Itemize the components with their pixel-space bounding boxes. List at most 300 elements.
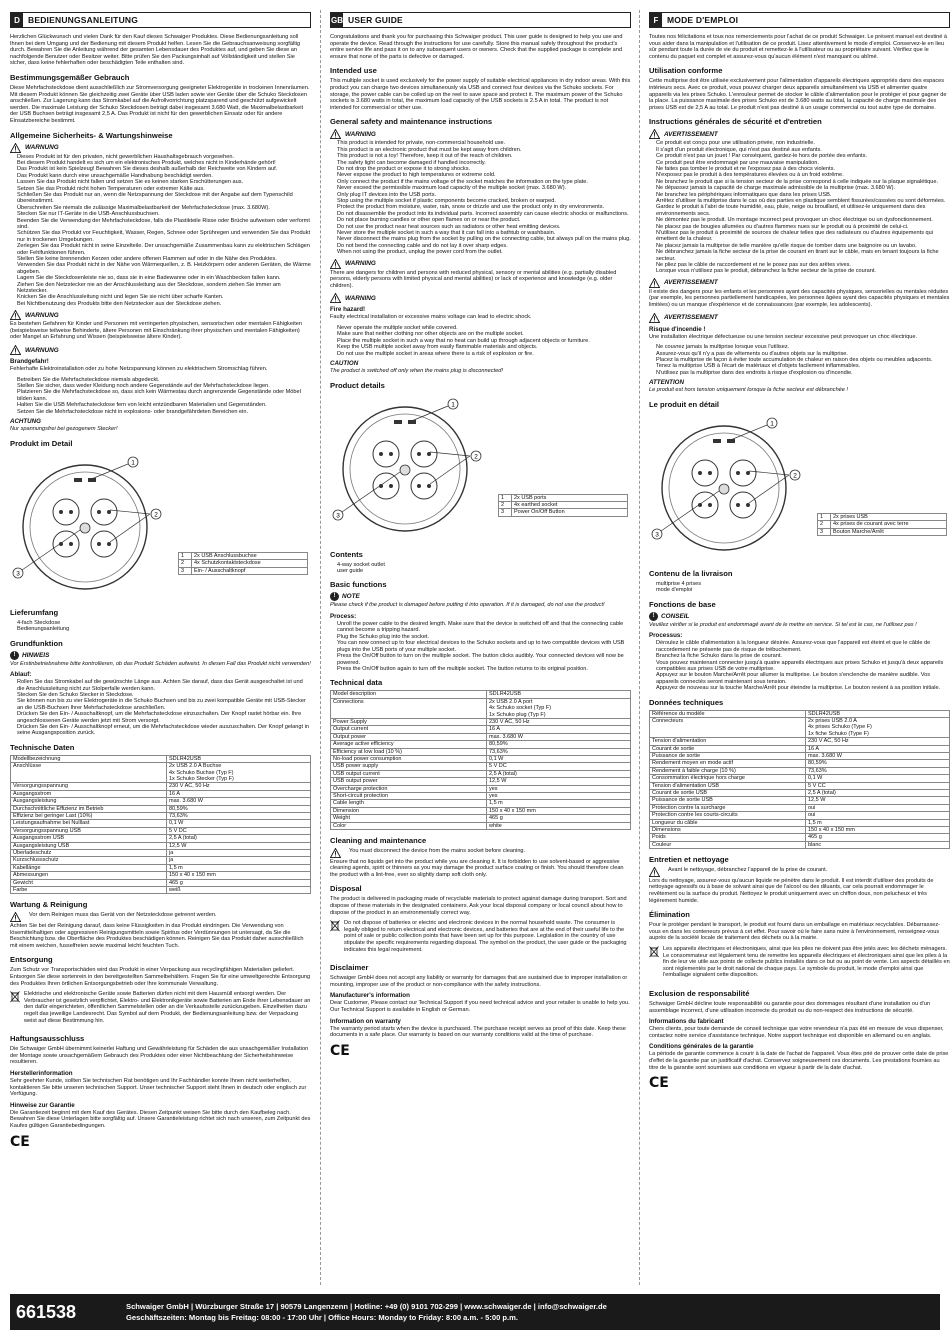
- socket-illustration: [330, 394, 630, 544]
- process-heading: Processus:: [649, 632, 683, 640]
- table-value-cell: Bouton Marche/Arrêt: [831, 528, 947, 535]
- table-row: [650, 738, 950, 745]
- table-row: [650, 760, 950, 767]
- list-item: • Schließen Sie das Produkt nur an, wenn die Netzspannung der Steckdose mit der Angabe auf dem Typenschild übereinstimmt.: [17, 192, 311, 205]
- table-row: [650, 834, 950, 841]
- list-item: • Il s'agit d'un produit électronique, qui n'est pas destiné aux enfants.: [656, 147, 950, 153]
- table-row: [11, 864, 311, 871]
- manual-title: USER GUIDE: [348, 15, 403, 25]
- fire-list: [330, 325, 631, 357]
- table-key-cell: Anschlüsse: [11, 763, 167, 783]
- table-key-cell: Abmessungen: [11, 872, 167, 879]
- list-item: • Überschreiten Sie niemals die zulässige Maximalbelastbarkeit der Mehrfachsteckdose (max. 3.680W).: [17, 205, 311, 211]
- caution-heading: CAUTION: [330, 360, 359, 368]
- table-value-cell: ja: [167, 857, 311, 864]
- intended-use-heading: Utilisation conforme: [649, 66, 723, 76]
- list-item: • Stecken Sie nur IT-Geräte in die USB-Anschlussbuchsen.: [17, 211, 311, 217]
- table-value-cell: 2x prises USB 2.0 A 4x prises Schuko (Type F) 1x fiche Schuko (Type F): [806, 717, 950, 737]
- table-key-cell: 2: [818, 521, 831, 528]
- table-key-cell: Référence du modèle: [650, 710, 806, 717]
- table-value-cell: 4x Schutzkontaktsteckdose: [192, 560, 308, 567]
- table-value-cell: 2x USB ports: [512, 494, 628, 501]
- list-item: • Ne placez jamais la multiprise de telle manière qu'elle risque de tomber dans une baignoire ou un lavabo.: [656, 243, 950, 249]
- table-value-cell: 80,59%: [487, 741, 631, 748]
- basic-functions-heading: Fonctions de base: [649, 599, 716, 609]
- table-row: [331, 800, 631, 807]
- disclaimer-heading: Exclusion de responsabilité: [649, 988, 750, 998]
- table-row: [650, 775, 950, 782]
- warning-icon: [10, 345, 21, 355]
- table-value-cell: 16 A: [806, 745, 950, 752]
- table-key-cell: Efficiency at low load (10 %): [331, 748, 487, 755]
- table-key-cell: USB power supply: [331, 763, 487, 770]
- list-item: • Lorsque vous n'utilisez pas le produit, débranchez la fiche secteur de la prise de courant.: [656, 268, 950, 274]
- table-row: [331, 733, 631, 740]
- fire-hazard-text: Faulty electrical installation or excessive mains voltage can lead to electric shock.: [330, 314, 532, 321]
- warranty-heading: Information on warranty: [330, 1017, 401, 1025]
- list-item: • Vous pouvez maintenant connecter jusqu'à quatre appareils électriques aux prises Schuko et jusqu'à deux appareils compatibles aux prises USB de votre multiprise.: [656, 660, 950, 673]
- table-value-cell: 5 V DC: [167, 827, 311, 834]
- table-value-cell: 230 V AC, 50 Hz: [487, 718, 631, 725]
- list-item: • Ne branchez les périphériques informatiques que dans les prises USB.: [656, 192, 950, 198]
- table-key-cell: Model description: [331, 691, 487, 698]
- list-item: • The safety light can become damaged if handled incorrectly.: [337, 160, 631, 166]
- list-item: • user guide: [337, 568, 631, 574]
- list-item: • Never store the multiple socket in such a way that it can fall into a bathtub or washbasin.: [337, 230, 631, 236]
- table-row: [331, 718, 631, 725]
- table-value-cell: 465 g: [487, 815, 631, 822]
- table-key-cell: 2: [179, 560, 192, 567]
- section-header: [10, 12, 311, 28]
- list-item: • Do not place burning candles or other open flames on or near the product.: [337, 217, 631, 223]
- list-item: • Schützen Sie das Produkt vor Feuchtigkeit, Wasser, Regen, Schnee oder Sprühregen und verwenden Sie das Produkt nur in trockenen Umgebungen.: [17, 230, 311, 243]
- table-key-cell: Puissance de sortie USB: [650, 797, 806, 804]
- warning-label: WARNUNG: [10, 310, 311, 320]
- technical-data-heading: Technische Daten: [10, 742, 75, 752]
- table-key-cell: Protection contre les courts-circuits: [650, 812, 806, 819]
- table-value-cell: 80,59%: [167, 805, 311, 812]
- table-key-cell: Weight: [331, 815, 487, 822]
- table-value-cell: 0,1 W: [487, 755, 631, 762]
- table-key-cell: Overcharge protection: [331, 785, 487, 792]
- callout-1: 1: [770, 420, 774, 428]
- list-item: • Branchez la fiche Schuko dans la prise de courant.: [656, 653, 950, 659]
- list-item: • Betreiben Sie die Mehrfachsteckdose niemals abgedeckt.: [17, 377, 311, 383]
- list-item: • multiprise 4 prises: [656, 581, 950, 587]
- list-item: • Ziehen Sie den Netzstecker nie an der Anschlussleitung aus der Steckdose, sondern ziehen Sie immer am Netzstecker.: [17, 282, 311, 295]
- table-row: [331, 755, 631, 762]
- table-value-cell: SDLR42USB: [806, 710, 950, 717]
- product-diagram: [10, 452, 311, 602]
- table-key-cell: Modellbezeichnung: [11, 755, 167, 762]
- table-key-cell: Ausgangsstrom USB: [11, 835, 167, 842]
- legend-table: [178, 552, 308, 575]
- list-item: • Bei Nichtbenutzung des Produkts bitte den Netzstecker aus der Steckdose ziehen.: [17, 301, 311, 307]
- list-item: • Place the multiple socket in such a way that no heat can build up through adjacent objects or furniture.: [337, 338, 631, 344]
- table-value-cell: 150 x 40 x 150 mm: [487, 807, 631, 814]
- safety-heading: Allgemeine Sicherheits- & Wartungshinweise: [10, 130, 173, 140]
- table-key-cell: Dimension: [331, 807, 487, 814]
- table-key-cell: Tension d'alimentation: [650, 738, 806, 745]
- crossed-bin-icon: [330, 920, 340, 932]
- warning-icon: [649, 867, 660, 877]
- table-key-cell: Puissance de sortie: [650, 752, 806, 759]
- list-item: • Do not drop the product or expose it to strong shocks.: [337, 166, 631, 172]
- table-key-cell: Versorgungsspannung: [11, 783, 167, 790]
- list-item: • Gardez le produit à l'abri de toute humidité, eau, pluie, neige ou brouillard, et utilisez-le uniquement dans des environnements secs.: [656, 204, 950, 217]
- basic-functions-heading: Basic functions: [330, 580, 387, 590]
- table-key-cell: Protection contre la surcharge: [650, 804, 806, 811]
- intro-text: Toutes nos félicitations et tous nos remerciements pour l'achat de ce produit Schwaiger. Le présent manuel est destiné à vous aider dans la manipulation et l'utilisation de ce produit. Lisez attentivement le mode d'emploi. Conservez-le en lieu sûr pendant toute la durée de vie du produit et remettez-le à l'utilisateur ou au propriétaire suivant. Vérifiez que le contenu du paquet est complet et assurez-vous qu'aucun élément n'est manquant ou abîmé.: [649, 34, 948, 60]
- table-key-cell: Ausgangsleistung USB: [11, 842, 167, 849]
- safety-list: [10, 154, 311, 308]
- weee-text: Elektrische und elektronische Geräte sowie Batterien dürfen nicht mit dem Hausmüll entsorgt werden. Der Verbraucher ist gesetzlich verpflichtet, Elektro- und Elektronikgeräte sowie Batterien am Ende ihrer Lebensdauer an den dafür eingerichteten, öffentlichen Sammelstellen oder an die Verkaufsstelle zurückzugeben. Einzelheiten dazu regelt das jeweilige Landesrecht. Das Symbol auf dem Produkt, der Bedienungsanleitung bzw. der Verpackung weist auf diese Bestimmung hin.: [24, 991, 311, 1024]
- table-row: [650, 767, 950, 774]
- crossed-bin-icon: [649, 946, 659, 958]
- table-value-cell: 2,5 A (total): [487, 770, 631, 777]
- info-icon: !: [649, 612, 658, 621]
- table-key-cell: Versorgungsspannung USB: [11, 827, 167, 834]
- warranty-text: The warranty period starts when the device is purchased. The purchase receipt serves as proof of this date. Keep these documents in a safe place. Our warranty is based on our warranty conditions valid at the time of purchase.: [330, 1025, 626, 1039]
- column-de: [10, 12, 311, 1282]
- contents-heading: Contents: [330, 549, 363, 559]
- callout-2: 2: [793, 472, 797, 480]
- table-row: [179, 560, 308, 567]
- process-heading: Ablauf:: [10, 671, 32, 679]
- table-value-cell: 2x USB 2.0 A port 4x Schuko socket (Typ F) 1x Schuko plug (Typ F): [487, 698, 631, 718]
- list-item: • Appuyez sur le bouton Marche/Arrêt pour allumer la multiprise. Le bouton s'enclenche de manière audible. Vos appareils connectés seront maintenant sous tension.: [656, 672, 950, 685]
- table-key-cell: Rendement à faible charge (10 %): [650, 767, 806, 774]
- list-item: • 4-way socket outlet: [337, 562, 631, 568]
- socket-illustration: [10, 452, 310, 602]
- list-item: • N'utilisez pas la multiprise dans des endroits à risque d'explosion ou d'incendie.: [656, 370, 950, 376]
- manual-title: BEDIENUNGSANLEITUNG: [28, 15, 139, 25]
- caution-text: The product is switched off only when the mains plug is disconnected!: [330, 368, 503, 375]
- list-item: • Never exceed the permissible maximum load capacity of the multiple socket (max. 3.680 W).: [337, 185, 631, 191]
- table-row: [499, 494, 628, 501]
- table-row: [331, 763, 631, 770]
- table-value-cell: 4x prises de courant avec terre: [831, 521, 947, 528]
- list-item: • Appuyez de nouveau sur la touche Marche/Arrêt pour éteindre la multiprise. Le bouton revient à sa position initiale.: [656, 685, 950, 691]
- table-key-cell: Leistungsaufnahme bei Nulllast: [11, 820, 167, 827]
- manual-title: MODE D'EMPLOI: [667, 15, 739, 25]
- list-item: • Das Produkt kann durch eine unsachgemäße Handhabung beschädigt werden.: [17, 173, 311, 179]
- safety-heading: General safety and maintenance instructions: [330, 117, 493, 127]
- list-item: • Do not use the product near heat sources such as radiators or other heat emitting devices.: [337, 224, 631, 230]
- table-row: [650, 804, 950, 811]
- table-key-cell: 1: [818, 513, 831, 520]
- manufacturer-heading: Informations du fabricant: [649, 1018, 724, 1026]
- table-value-cell: 1,5 m: [167, 864, 311, 871]
- table-value-cell: 73,63%: [487, 748, 631, 755]
- table-row: [331, 770, 631, 777]
- table-value-cell: 230 V AC, 50 Hz: [806, 738, 950, 745]
- ce-mark: CE: [330, 1042, 350, 1059]
- warning-icon: [330, 129, 341, 139]
- fire-list: [649, 344, 950, 376]
- table-key-cell: Farbe: [11, 887, 167, 894]
- warning-icon: [330, 848, 341, 858]
- table-row: [650, 790, 950, 797]
- list-item: • Ne branchez le produit que si la tension secteur de la prise correspond à celle indiquée sur la plaque signalétique.: [656, 179, 950, 185]
- disclaimer-heading: Haftungsausschluss: [10, 1034, 85, 1044]
- table-key-cell: Courant de sortie: [650, 745, 806, 752]
- table-value-cell: 4x earthed socket: [512, 502, 628, 509]
- list-item: • Ce produit n'est pas un jouet ! Par conséquent, gardez-le hors de portée des enfants.: [656, 153, 950, 159]
- list-item: • Setzen Sie die Mehrfachsteckdose nicht in explosions- oder brandgefährdeten Bereichen ein.: [17, 409, 311, 415]
- list-item: • Never disconnect the mains plug from the socket by pulling on the connecting cable, but always pull on the mains plug.: [337, 236, 631, 242]
- table-key-cell: Dimensions: [650, 827, 806, 834]
- cleaning-heading: Entretien et nettoyage: [649, 855, 729, 865]
- warning-icon: [649, 313, 660, 323]
- safety-list: [649, 140, 950, 275]
- disclaimer-text: Schwaiger GmbH décline toute responsabilité ou garantie pour des dommages résultant d'une installation ou d'un assemblage incorrect, d'une utilisation incorrecte du produit ou du non-respect des instructions de sécurité.: [649, 1000, 931, 1014]
- table-row: [179, 567, 308, 574]
- list-item: • Arrêtez d'utiliser la multiprise dans le cas où des parties en plastique semblent fissurées/cassées ou sont déformées.: [656, 198, 950, 204]
- callout-2: 2: [474, 452, 478, 460]
- cleaning-warning: Avant le nettoyage, débranchez l'appareil de la prise de courant.: [668, 867, 828, 874]
- contents-heading: Contenu de la livraison: [649, 568, 733, 578]
- callout-3: 3: [655, 531, 659, 539]
- product-detail-heading: Product details: [330, 380, 385, 390]
- list-item: • Halten Sie die USB Mehrfachsteckdose fern von leicht entzündbaren Materialien und Gegenständen.: [17, 402, 311, 408]
- table-row: [11, 887, 311, 894]
- table-row: [11, 805, 311, 812]
- disclaimer-text: Schwaiger GmbH does not accept any liability or warranty for damages that are sustained due to improper installation or mounting, improper use of the product or non-compliance with the safety instructions.: [330, 975, 628, 988]
- legend-table: [498, 494, 628, 517]
- list-item: • Ne placez pas de bougies allumées ou d'autres flammes nues sur le produit ou à proximité de celui-ci.: [656, 224, 950, 230]
- section-header: [649, 12, 950, 28]
- table-key-cell: Consommation électrique hors charge: [650, 775, 806, 782]
- language-code: D: [11, 13, 23, 27]
- table-row: [650, 717, 950, 737]
- list-item: • This product is intended for private, non-commercial household use.: [337, 140, 631, 146]
- intended-use-text: Diese Mehrfachsteckdose dient ausschließlich zur Stromversorgung geeigneter Elektrogeräte in trockenen Innenräumen. Mit diesem Produkt können Sie gleichzeitig zwei Geräte über USB laden sowie vier Geräte über die Schuko Steckdosen anschließen. Zur Lagerung kann das Stromkabel auf die Aufrollvorrichtung platzsparend und geschützt aufgewickelt werden. Die maximale Leistung der Schuko Steckdosen beträgt dabei insgesamt 3.680 Watt, die Maximalbelastbarkeit der USB Buchsen beträgt insgesamt 2,5 A. Das Produkt ist nicht für den gewerblichen Einsatz oder für andere Einsatzbereiche bestimmt.: [10, 84, 310, 124]
- note-text: Vor Erstinbetriebnahme bitte kontrollieren, ob das Produkt Schäden aufweist. In diesen Fall das Produkt nicht verwenden!: [10, 660, 311, 667]
- list-item: • Lagern Sie die Steckdosenleiste nie so, dass sie in eine Badewanne oder in ein Waschbecken fallen kann.: [17, 275, 311, 281]
- table-row: [331, 822, 631, 829]
- caution-text: Nur spannungsfrei bei gezogenem Stecker!: [10, 426, 118, 433]
- table-value-cell: 0,1 W: [167, 820, 311, 827]
- intended-use-heading: Intended use: [330, 66, 377, 76]
- technical-data-table: [330, 690, 631, 830]
- table-value-cell: blanc: [806, 841, 950, 848]
- table-row: [650, 782, 950, 789]
- table-value-cell: 12,5 W: [167, 842, 311, 849]
- intended-use-text: This multiple socket is used exclusively for the power supply of suitable electrical appliances in dry indoor areas. With this product you can charge two devices simultaneously via USB and connect four devices via the Schuko sockets. For storage, the power cable can be coiled up on the reel to save space and protect it. The maximum power of the Schuko sockets is 3.680 watts in total, the maximum load capacity of the USB sockets is 2.5 A in total. The product is not intended for commercial or other use.: [330, 78, 631, 111]
- table-value-cell: ja: [167, 850, 311, 857]
- table-value-cell: Power On/Off Button: [512, 509, 628, 516]
- table-value-cell: 12,5 W: [487, 778, 631, 785]
- table-value-cell: 73,63%: [806, 767, 950, 774]
- table-value-cell: 2,5 A (total): [806, 790, 950, 797]
- cleaning-heading: Wartung & Reinigung: [10, 900, 88, 910]
- table-key-cell: Poids: [650, 834, 806, 841]
- table-value-cell: max. 3.680 W: [167, 798, 311, 805]
- product-diagram: [330, 394, 631, 544]
- cleaning-text: Lors du nettoyage, assurez-vous qu'aucun liquide ne pénètre dans le produit. Il est interdit d'utiliser des produits de nettoyage agressifs ou à base de solvant ainsi que de l'alcool ou des diluants, car cela pourrait endommager le revêtement ou la surface du produit. Nettoyez le produit uniquement avec un chiffon doux, non pelucheux et très légèrement humide.: [649, 877, 934, 904]
- table-value-cell: 80,59%: [806, 760, 950, 767]
- table-row: [11, 850, 311, 857]
- table-key-cell: Average active efficiency: [331, 741, 487, 748]
- table-row: [818, 513, 947, 520]
- safety-list: [330, 140, 631, 255]
- caution-text: Le produit est hors tension uniquement lorsque la fiche secteur est débranchée !: [649, 387, 849, 394]
- table-key-cell: 3: [499, 509, 512, 516]
- warning-icon: [10, 143, 21, 153]
- table-row: [11, 763, 311, 783]
- contents-list: [10, 620, 311, 633]
- info-icon: !: [10, 651, 19, 660]
- list-item: • Zerlegen Sie das Produkt nicht in seine Einzelteile. Der unsachgemäße Zusammenbau kann zu elektrischen Schlägen oder Fehlfunktionen führen.: [17, 243, 311, 256]
- table-row: [818, 521, 947, 528]
- table-value-cell: max. 3.680 W: [487, 733, 631, 740]
- table-row: [650, 819, 950, 826]
- manufacturer-heading: Manufacturer's information: [330, 992, 410, 1000]
- legend-table: [817, 513, 947, 536]
- table-row: [331, 698, 631, 718]
- table-row: [650, 841, 950, 848]
- note-label: ! HINWEIS: [10, 651, 311, 660]
- crossed-bin-icon: [10, 991, 20, 1003]
- warranty-text: Die Garantiezeit beginnt mit dem Kauf des Gerätes. Diesen Zeitpunkt weisen Sie bitte durch den Kaufbeleg nach. Bewahren Sie diese Unterlagen bitte sorgfältig auf. Unsere Garantieleistung richtet sich nach unseren, zum Zeitpunkt des Kaufes gültigen Garantiebedingungen.: [10, 1109, 311, 1129]
- cleaning-warning: You must disconnect the device from the mains socket before cleaning.: [349, 848, 526, 855]
- table-row: [650, 710, 950, 717]
- list-item: • Ne faites pas tomber le produit et ne l'exposez pas à des chocs violents.: [656, 166, 950, 172]
- table-row: [331, 807, 631, 814]
- table-value-cell: 2x USB Anschlussbuchse: [192, 552, 308, 559]
- disclaimer-text: Die Schwaiger GmbH übernimmt keinerlei Haftung und Gewährleistung für Schäden die aus unsachgemäßer Installation der Montage sowie unsachgemäßem Gebrauch des Produktes oder einer Nichtbeachtung der Sicherheitshinweise resultieren.: [10, 1046, 309, 1066]
- table-row: [331, 815, 631, 822]
- list-item: • Make sure that neither clothing nor other objects are on the multiple socket.: [337, 331, 631, 337]
- table-value-cell: yes: [487, 785, 631, 792]
- list-item: • Ne pliez pas le câble de raccordement et ne le posez pas sur des arêtes vives.: [656, 262, 950, 268]
- table-value-cell: Ein- / Ausschaltknopf: [192, 567, 308, 574]
- warning-label: WARNUNG: [10, 143, 311, 153]
- manufacturer-heading: Herstellerinformation: [10, 1069, 73, 1077]
- fire-hazard-heading: Fire hazard!: [330, 306, 366, 314]
- company-info: Schwaiger GmbH | Würzburger Straße 17 | 90579 Langenzenn | Hotline: +49 (0) 9101 702-299 | www.schwaiger.de | info@schwaiger.de: [126, 1302, 607, 1311]
- table-key-cell: USB output power: [331, 778, 487, 785]
- list-item: • Never operate the multiple socket while covered.: [337, 325, 631, 331]
- table-value-cell: max. 3.680 W: [806, 752, 950, 759]
- table-row: [11, 827, 311, 834]
- table-key-cell: Longueur du câble: [650, 819, 806, 826]
- table-key-cell: 1: [179, 552, 192, 559]
- list-item: • Placez la multiprise de façon à éviter toute accumulation de chaleur en raison des objets ou meubles adjacents.: [656, 357, 950, 363]
- callout-1: 1: [131, 458, 135, 466]
- table-row: [331, 785, 631, 792]
- list-item: • This product is not a toy! Therefore, keep it out of the reach of children.: [337, 153, 631, 159]
- table-row: [650, 797, 950, 804]
- table-key-cell: Connecteurs: [650, 717, 806, 737]
- warning-label: WARNING: [330, 259, 631, 269]
- list-item: • Do not disassemble the product into its individual parts. Incorrect assembly can cause electric shocks or malfunctions.: [337, 211, 631, 217]
- table-key-cell: Kurzschlussschutz: [11, 857, 167, 864]
- caution-heading: ACHTUNG: [10, 418, 41, 426]
- list-item: • You can now connect up to four electrical devices to the Schuko sockets and up to two compatible devices with USB plugs into the USB ports of your multiple socket.: [337, 640, 631, 653]
- safety-heading: Instructions générales de sécurité et d'entretien: [649, 117, 822, 127]
- ce-mark: CE: [10, 1133, 30, 1150]
- fire-hazard-heading: Risque d'incendie !: [649, 325, 706, 333]
- list-item: • Ne couvrez jamais la multiprise lorsque vous l'utilisez.: [656, 344, 950, 350]
- table-value-cell: weiß: [167, 887, 311, 894]
- socket-illustration: [649, 413, 949, 563]
- column-divider: [320, 10, 321, 1285]
- table-row: [331, 741, 631, 748]
- table-row: [11, 835, 311, 842]
- table-row: [818, 528, 947, 535]
- language-code: GB: [331, 13, 343, 27]
- fire-hazard-text: Fehlerhafte Elektroinstallation oder zu hohe Netzspannung können zu elektrischem Stromschlag führen.: [10, 366, 268, 373]
- table-key-cell: No-load power consumption: [331, 755, 487, 762]
- table-row: [331, 793, 631, 800]
- warning-label: WARNUNG: [10, 345, 311, 355]
- table-row: [11, 879, 311, 886]
- table-value-cell: 2x prises USB: [831, 513, 947, 520]
- table-row: [499, 502, 628, 509]
- warning-label: WARNING: [330, 129, 631, 139]
- disposal-heading: Disposal: [330, 884, 362, 894]
- column-divider: [639, 10, 640, 1285]
- table-row: [11, 820, 311, 827]
- table-key-cell: 3: [179, 567, 192, 574]
- contents-list: [330, 562, 631, 575]
- table-value-cell: 465 g: [806, 834, 950, 841]
- caution-heading: ATTENTION: [649, 379, 684, 387]
- disposal-heading: Élimination: [649, 910, 690, 920]
- manufacturer-text: Dear Customer, Please contact our Technical Support if you need technical advice and your retailer is unable to help you. Our Technical Support is available in English or German.: [330, 1000, 630, 1013]
- manufacturer-text: Sehr geehrter Kunde, sollten Sie technischen Rat benötigen und Ihr Fachhändler konnte Ihnen nicht weiterhelfen, kontaktieren Sie bitte unseren technischen Support. Unser technischer Support steht Ihnen in deutsch oder englisch zur Verfügung.: [10, 1077, 307, 1098]
- ce-mark: CE: [649, 1075, 669, 1092]
- table-row: [11, 783, 311, 790]
- callout-2: 2: [154, 510, 158, 518]
- list-item: • Setzen Sie das Produkt nicht hohen Temperaturen oder extremer Kälte aus.: [17, 186, 311, 192]
- list-item: • When not using the product, unplug the power cord from the outlet.: [337, 249, 631, 255]
- table-row: [650, 745, 950, 752]
- list-item: • Beenden Sie die Verwendung der Mehrfachsteckdose, falls die Plastikteile Risse oder Brüche aufweisen oder verformt sind.: [17, 218, 311, 231]
- list-item: • Protect the product from moisture, water, rain, snow or drizzle and use the product only in dry environments.: [337, 204, 631, 210]
- callout-1: 1: [451, 400, 455, 408]
- table-key-cell: Short-circuit protection: [331, 793, 487, 800]
- table-key-cell: Kabellänge: [11, 864, 167, 871]
- table-key-cell: Couleur: [650, 841, 806, 848]
- warning-icon: [330, 293, 341, 303]
- weee-text: Les appareils électriques et électroniques, ainsi que les piles ne doivent pas être jetés avec les déchets ménagers. Le consommateur est légalement tenu de remettre les appareils électriques et électroniques ainsi que les piles à la fin de leur vie utile aux points de collecte publics installés dans ce but ou au point de vente. Les aspects détaillés en sont réglementés par le droit national de chaque pays. Le symbole du produit, le mode d'emploi ainsi que l'emballage signalent cette disposition.: [663, 946, 950, 979]
- list-item: • Déroulez le câble d'alimentation à la longueur désirée. Assurez-vous que l'appareil est éteint et que le câble de raccordement ne présente pas de risque de trébuchement.: [656, 640, 950, 653]
- list-item: • Stellen Sie keine brennenden Kerzen oder andere offenen Flammen auf oder in die Nähe des Produktes.: [17, 256, 311, 262]
- process-heading: Process:: [330, 613, 357, 621]
- intro-text: Herzlichen Glückwunsch und vielen Dank für den Kauf dieses Schwaiger Produktes. Diese Bedienungsanleitung soll Ihnen bei dem Umgang und der Bedienung mit diesem Produkt helfen. Lesen Sie die Gebrauchsanweisung sorgfältig durch. Bewahren Sie die Anleitung während der gesamten Lebensdauer des Produktes auf, und geben Sie diese an nachfolgende Benutzer oder Besitzer weiter. Bitte prüfen Sie den Packungsinhalt auf Vollständigkeit und stellen Sie sicher, dass keine fehlerhaften oder beschädigten Teile enthalten sind.: [10, 34, 301, 67]
- table-key-cell: Ausgangsleistung: [11, 798, 167, 805]
- list-item: • Ce produit peut être endommagé par une mauvaise manipulation.: [656, 160, 950, 166]
- list-item: • Plug the Schuko plug into the socket.: [337, 634, 631, 640]
- weee-text: Do not dispose of batteries or electric and electronic devices in the normal household waste. The consumer is legally obliged to return electrical and electronic devices, and batteries that are at the end of their useful life to the point of sale or public collection points that have been set up for this purpose. Legislation in the country of use stipulate the specific requirements regarding disposal. The symbol on the product, the user guide or the packaging indicates this legal requirement.: [344, 920, 627, 953]
- list-item: • Press the On/Off button again to turn off the multiple socket. The button returns to its original position.: [337, 666, 631, 672]
- product-detail-heading: Produkt im Detail: [10, 438, 73, 448]
- list-item: • mode d'emploi: [656, 587, 950, 593]
- warning-icon: [649, 129, 660, 139]
- process-list: [649, 640, 950, 691]
- table-value-cell: oui: [806, 804, 950, 811]
- list-item: • Assurez-vous qu'il n'y a pas de vêtements ou d'autres objets sur la multiprise.: [656, 351, 950, 357]
- fire-hazard-text: Une installation électrique défectueuse ou une tension secteur excessive peut provoquer un choc électrique.: [649, 333, 918, 340]
- table-value-cell: 150 x 40 x 150 mm: [806, 827, 950, 834]
- process-list: [10, 679, 311, 737]
- table-row: [11, 872, 311, 879]
- warning-label: AVERTISSEMENT: [649, 313, 950, 323]
- table-value-cell: 1,5 m: [487, 800, 631, 807]
